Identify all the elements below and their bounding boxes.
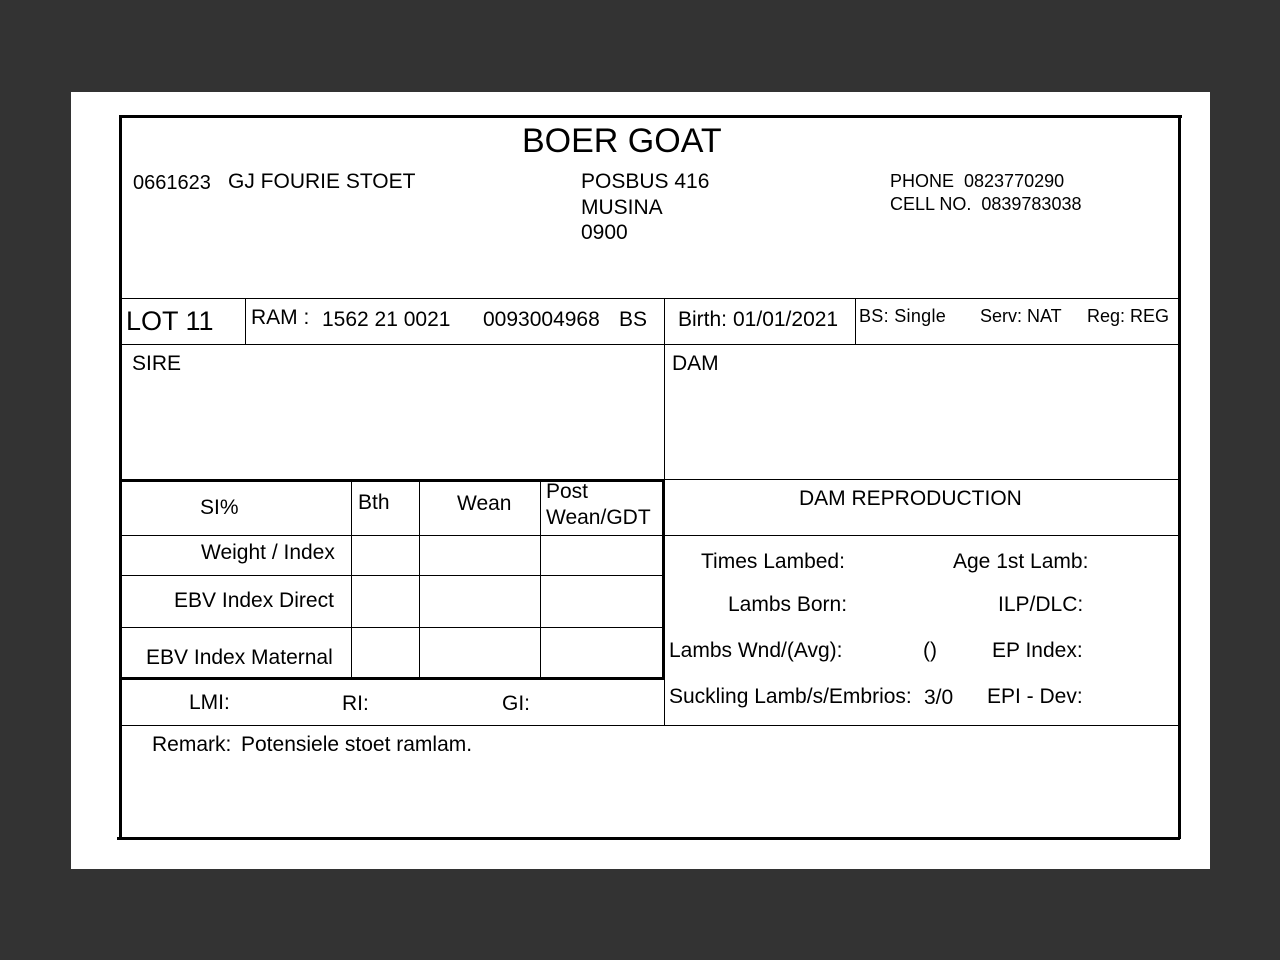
ilp-dlc-label: ILP/DLC: xyxy=(998,593,1084,616)
birth-label: Birth: xyxy=(678,308,728,331)
lmi-label: LMI: xyxy=(189,691,230,714)
row-label-ebv-direct: EBV Index Direct xyxy=(174,589,334,612)
remark-label: Remark: xyxy=(152,733,232,756)
breeder-name: GJ FOURIE STOET xyxy=(228,170,416,193)
suckling-value: 3/0 xyxy=(924,686,954,709)
card-title: BOER GOAT xyxy=(522,122,722,160)
address-line-3: 0900 xyxy=(581,221,628,244)
birth-status: BS: Single xyxy=(859,306,947,326)
post-wean-header-line-2: Wean/GDT xyxy=(546,506,651,529)
breeder-code: 0661623 xyxy=(133,172,211,194)
ram-label: RAM : xyxy=(251,306,310,329)
address-line-1: POSBUS 416 xyxy=(581,170,710,193)
ri-label: RI: xyxy=(342,692,369,715)
animal-id-suffix: BS xyxy=(619,308,648,331)
lambs-weaned-value: () xyxy=(923,639,937,662)
address-line-2: MUSINA xyxy=(581,196,663,219)
row-label-weight-index: Weight / Index xyxy=(201,541,335,564)
remark-text: Potensiele stoet ramlam. xyxy=(241,733,473,756)
suckling-label: Suckling Lamb/s/Embrios: xyxy=(669,685,912,708)
cell-number: CELL NO. 0839783038 xyxy=(890,194,1082,214)
animal-id: 0093004968 xyxy=(483,308,600,331)
sire-label: SIRE xyxy=(132,352,182,375)
gi-label: GI: xyxy=(502,692,531,715)
ep-index-label: EP Index: xyxy=(992,639,1083,662)
times-lambed-label: Times Lambed: xyxy=(701,550,845,573)
lambs-weaned-label: Lambs Wnd/(Avg): xyxy=(669,639,843,662)
service-type: Serv: NAT xyxy=(980,306,1062,326)
phone-number: PHONE 0823770290 xyxy=(890,171,1065,191)
dam-label: DAM xyxy=(672,352,719,375)
age-first-lamb-label: Age 1st Lamb: xyxy=(953,550,1089,573)
epi-dev-label: EPI - Dev: xyxy=(987,685,1083,708)
birth-date: 01/01/2021 xyxy=(733,308,839,331)
post-wean-header-line-1: Post xyxy=(546,480,589,503)
lambs-born-label: Lambs Born: xyxy=(728,593,848,616)
wean-header: Wean xyxy=(457,492,512,515)
registration: Reg: REG xyxy=(1087,306,1170,326)
dam-reproduction-title: DAM REPRODUCTION xyxy=(799,487,1022,510)
lot-number: LOT 11 xyxy=(126,306,214,336)
ram-number: 1562 21 0021 xyxy=(322,308,451,331)
si-header: SI% xyxy=(200,496,239,519)
bth-header: Bth xyxy=(358,491,390,514)
row-label-ebv-maternal: EBV Index Maternal xyxy=(146,646,333,669)
